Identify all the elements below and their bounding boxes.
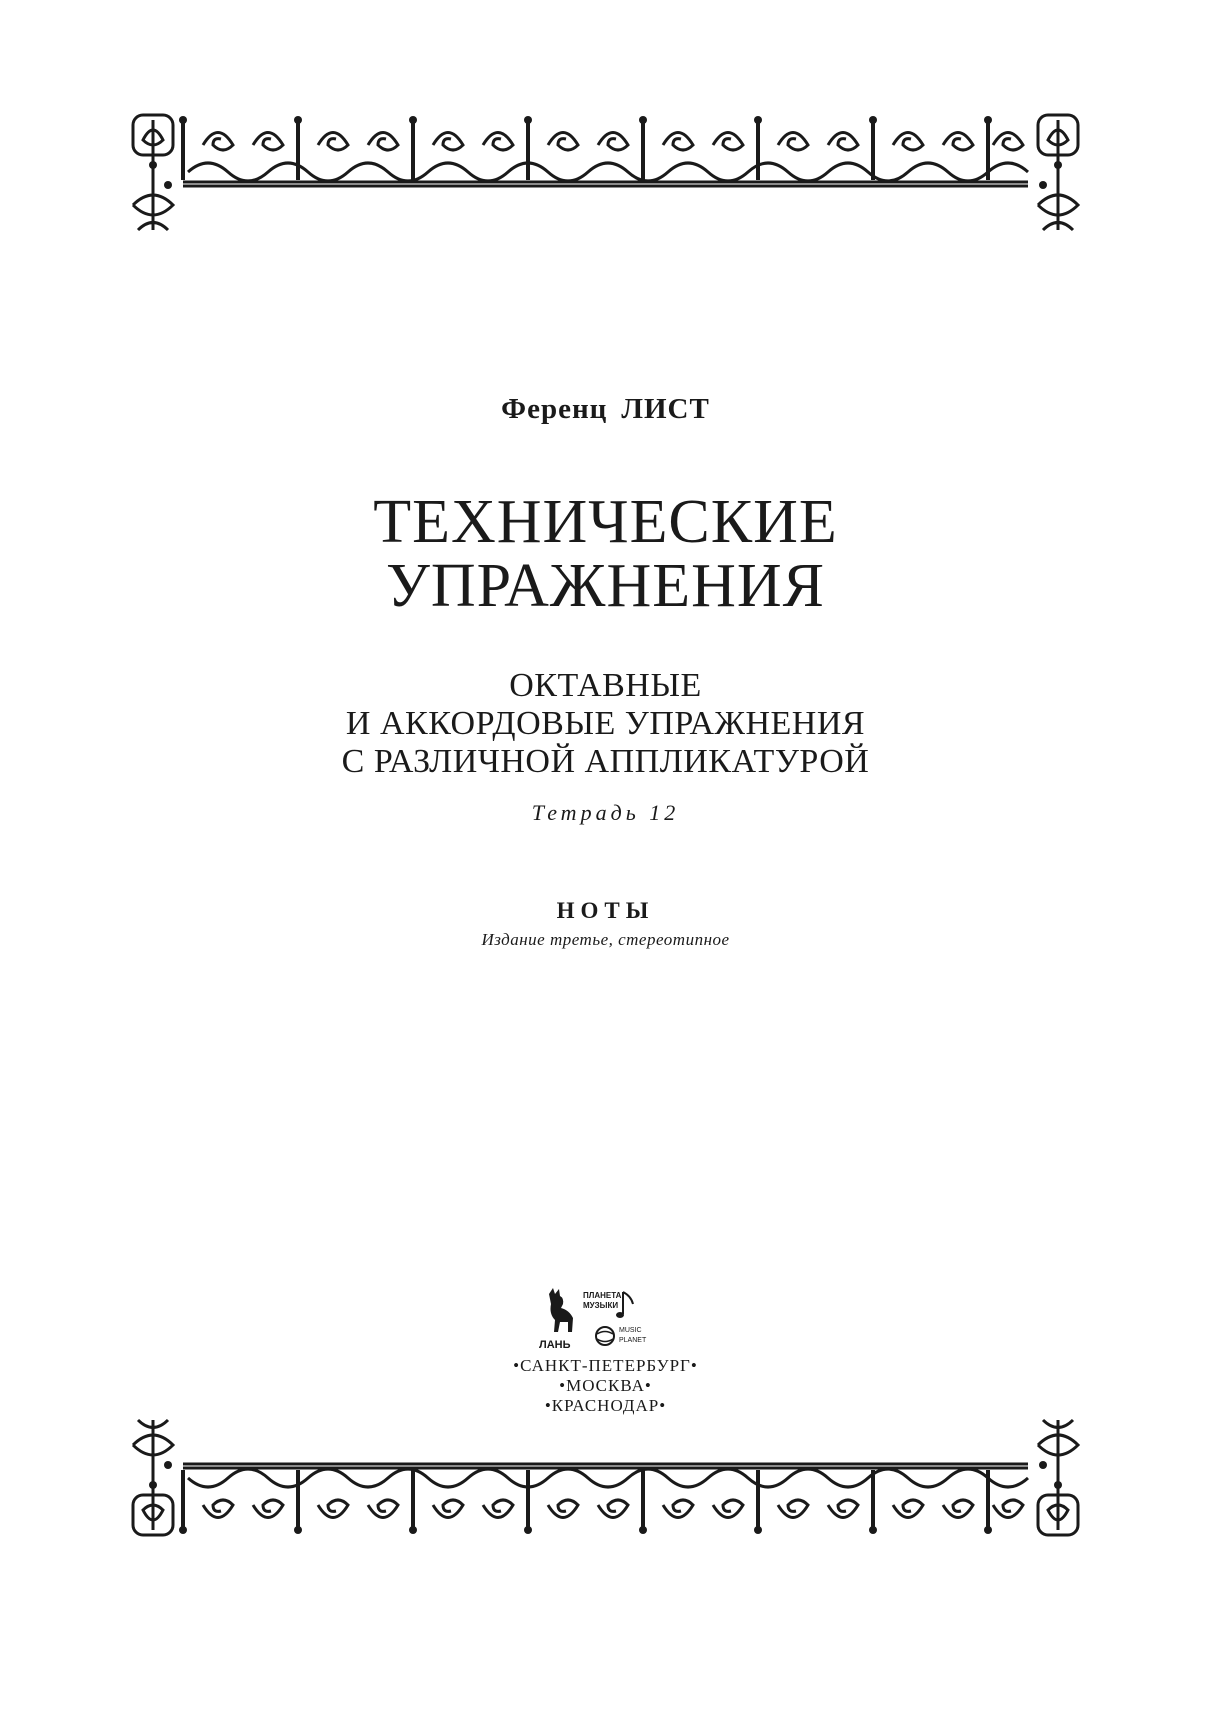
city-line: •МОСКВА•: [559, 1376, 652, 1395]
subtitle-line: С РАЗЛИЧНОЙ АППЛИКАТУРОЙ: [341, 743, 870, 780]
logo-text-music: MUSIC: [619, 1327, 642, 1334]
logo-text-planeta: ПЛАНЕТА: [583, 1291, 622, 1300]
city-line: •КРАСНОДАР•: [544, 1396, 667, 1415]
author-first-name: Ференц: [501, 393, 608, 425]
book-subtitle: [0, 667, 1211, 781]
city-line: •САНКТ-ПЕТЕРБУРГ•: [513, 1356, 698, 1375]
author-last-name: ЛИСТ: [621, 393, 710, 425]
top-ornament-border: [128, 110, 1083, 250]
subtitle-line: ОКТАВНЫЕ: [509, 667, 702, 704]
bottom-ornament-border: [128, 1400, 1083, 1540]
logo-text-lan: ЛАНЬ: [539, 1339, 571, 1351]
title-line: УПРАЖНЕНИЯ: [385, 552, 826, 620]
logo-text-planet: PLANET: [619, 1337, 647, 1344]
genre-label: НОТЫ: [556, 898, 655, 923]
book-title: [0, 490, 1211, 618]
ornament-pattern-bottom: [128, 1400, 1083, 1540]
publisher-logo: [535, 1286, 685, 1356]
title-line: ТЕХНИЧЕСКИЕ: [373, 488, 838, 556]
ornament-pattern-top: [128, 110, 1083, 250]
logo-text-muzyki: МУЗЫКИ: [583, 1301, 619, 1310]
lan-logo-icon: [535, 1286, 685, 1356]
subtitle-line: И АККОРДОВЫЕ УПРАЖНЕНИЯ: [345, 705, 866, 742]
edition-note: Издание третье, стереотипное: [481, 930, 730, 949]
author-name: [0, 393, 1211, 426]
notebook-number: Тетрадь 12: [531, 800, 680, 825]
